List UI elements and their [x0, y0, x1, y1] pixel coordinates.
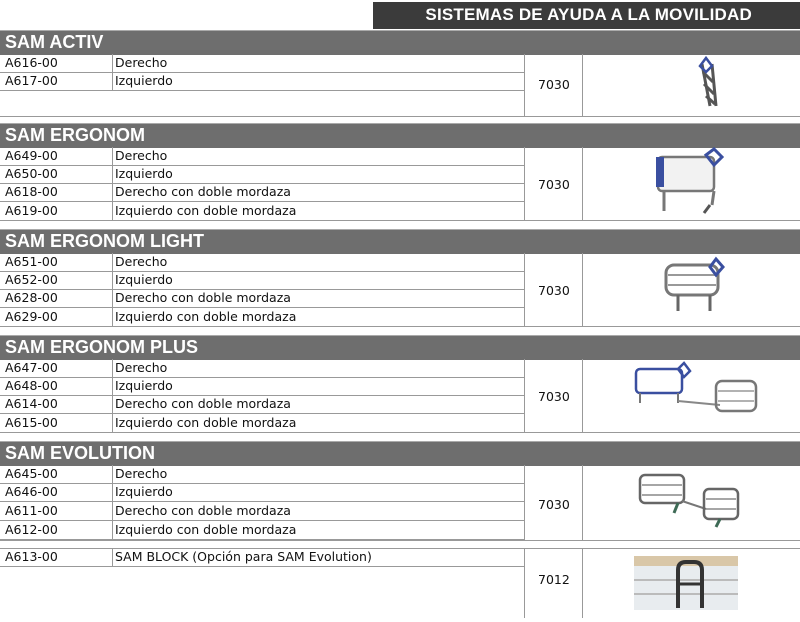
product-desc: Derecho con doble mordaza: [115, 396, 291, 411]
section-table-sam-activ: [0, 54, 800, 117]
table-row: [0, 271, 524, 290]
table-row: [0, 521, 524, 540]
product-desc: Derecho: [115, 360, 168, 375]
table-row: [0, 202, 524, 221]
product-desc: Derecho: [115, 254, 168, 269]
product-code: A650-00: [5, 166, 58, 181]
bed-rail-evolution-image: [582, 465, 800, 541]
product-desc: SAM BLOCK (Opción para SAM Evolution): [115, 549, 372, 564]
table-row: [0, 414, 524, 433]
table-row: [0, 548, 524, 567]
table-row: [0, 183, 524, 202]
color-code: 7030: [538, 389, 570, 404]
color-code: 7030: [538, 77, 570, 92]
product-desc: Izquierdo con doble mordaza: [115, 309, 297, 324]
color-code: 7012: [538, 572, 570, 587]
section-header-sam-ergonom-light: [0, 229, 800, 254]
table-row: [0, 502, 524, 521]
color-code: 7030: [538, 497, 570, 512]
table-row: [0, 72, 524, 91]
section-table-sam-block: [0, 548, 800, 618]
section-header-sam-ergonom-plus: [0, 335, 800, 360]
bed-rail-ergonom-light-image: [582, 253, 800, 327]
product-code: A616-00: [5, 55, 58, 70]
color-code-cell: [524, 359, 583, 433]
product-desc: Izquierdo con doble mordaza: [115, 522, 297, 537]
color-code-cell: [524, 548, 583, 618]
product-desc: Izquierdo: [115, 73, 173, 88]
section-title: SAM ERGONOM PLUS: [5, 337, 199, 357]
product-code: A617-00: [5, 73, 58, 88]
product-desc: Izquierdo: [115, 272, 173, 287]
product-code: A613-00: [5, 549, 58, 564]
product-desc: Derecho con doble mordaza: [115, 184, 291, 199]
color-code-cell: [524, 253, 583, 327]
product-code: A611-00: [5, 503, 58, 518]
product-code: A614-00: [5, 396, 58, 411]
table-row: [0, 54, 524, 73]
product-code: A612-00: [5, 522, 58, 537]
section-table-sam-evolution: [0, 465, 800, 541]
color-code-cell: [524, 54, 583, 117]
table-row: [0, 289, 524, 308]
section-header-sam-ergonom: [0, 123, 800, 148]
table-row: [0, 253, 524, 272]
product-code: A629-00: [5, 309, 58, 324]
product-desc: Derecho con doble mordaza: [115, 290, 291, 305]
table-row: [0, 483, 524, 502]
product-code: A649-00: [5, 148, 58, 163]
section-title: SAM EVOLUTION: [5, 443, 156, 463]
product-code: A645-00: [5, 466, 58, 481]
color-code-cell: [524, 147, 583, 221]
table-row: [0, 395, 524, 414]
table-row: [0, 465, 524, 484]
color-code: 7030: [538, 177, 570, 192]
table-row: [0, 359, 524, 378]
section-header-sam-evolution: [0, 441, 800, 466]
bed-rail-ergonom-image: [582, 147, 800, 221]
table-row: [0, 377, 524, 396]
section-table-sam-ergonom-plus: [0, 359, 800, 433]
page-title-bar: [373, 2, 800, 29]
table-row: [0, 308, 524, 327]
product-code: A652-00: [5, 272, 58, 287]
product-code: A615-00: [5, 415, 58, 430]
product-code: A618-00: [5, 184, 58, 199]
section-header-sam-activ: [0, 30, 800, 55]
product-desc: Izquierdo con doble mordaza: [115, 415, 297, 430]
section-table-sam-ergonom: [0, 147, 800, 221]
product-code: A646-00: [5, 484, 58, 499]
section-table-sam-ergonom-light: [0, 253, 800, 327]
bed-rail-activ-image: [582, 54, 800, 117]
product-code: A648-00: [5, 378, 58, 393]
product-desc: Derecho con doble mordaza: [115, 503, 291, 518]
product-desc: Izquierdo con doble mordaza: [115, 203, 297, 218]
color-code-cell: [524, 465, 583, 541]
product-desc: Izquierdo: [115, 484, 173, 499]
product-code: A651-00: [5, 254, 58, 269]
product-desc: Derecho: [115, 55, 168, 70]
color-code: 7030: [538, 283, 570, 298]
product-code: A619-00: [5, 203, 58, 218]
sam-block-image: [582, 548, 800, 618]
product-code: A647-00: [5, 360, 58, 375]
product-desc: Izquierdo: [115, 378, 173, 393]
product-desc: Izquierdo: [115, 166, 173, 181]
section-title: SAM ERGONOM LIGHT: [5, 231, 204, 251]
product-desc: Derecho: [115, 466, 168, 481]
section-title: SAM ERGONOM: [5, 125, 146, 145]
section-title: SAM ACTIV: [5, 32, 104, 52]
table-row: [0, 165, 524, 184]
page-title: SISTEMAS DE AYUDA A LA MOVILIDAD: [425, 5, 752, 24]
bed-rail-ergonom-plus-image: [582, 359, 800, 433]
table-row: [0, 147, 524, 166]
product-code: A628-00: [5, 290, 58, 305]
product-desc: Derecho: [115, 148, 168, 163]
